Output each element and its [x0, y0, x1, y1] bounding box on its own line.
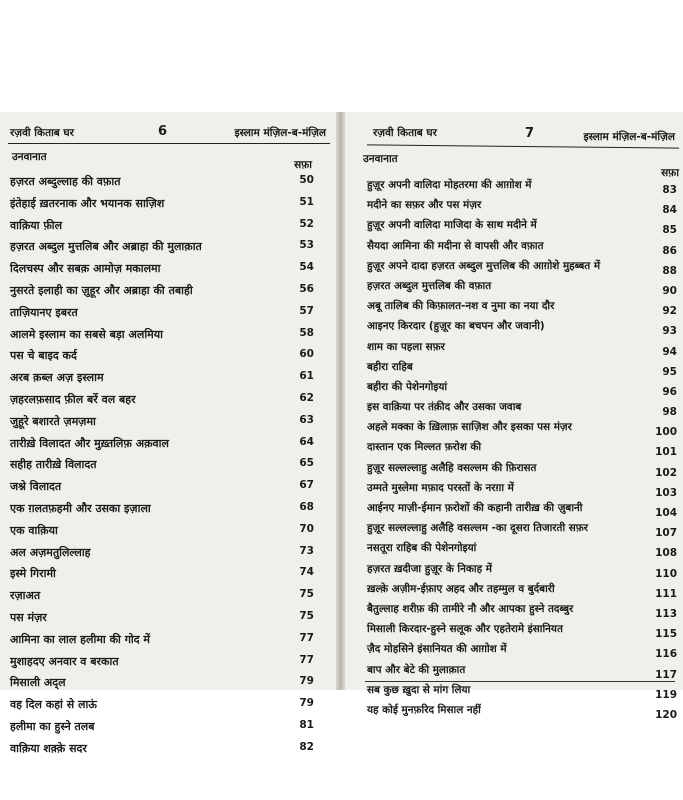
toc-entry — [345, 681, 683, 701]
right-page — [345, 112, 683, 721]
column-heading — [345, 152, 683, 179]
toc-entry — [345, 661, 683, 681]
toc-entry — [0, 216, 338, 238]
toc-entry — [345, 499, 683, 519]
toc-entry-title: ताज़ियानए इबरत — [10, 305, 78, 319]
toc-entry-page: 56 — [299, 282, 314, 295]
toc-entry-page: 85 — [662, 224, 677, 237]
toc-entry-title: तारीख़े विलादत और मुख़्तलिफ़ अक़वाल — [10, 436, 169, 450]
toc-entry-title: हज़रत अब्दुल मुत्तलिब और अब्राहा की मुलाक़ात — [10, 240, 202, 254]
toc-entry-title: हज़रत ख़दीजा हुज़ूर के निकाह में — [367, 562, 492, 575]
toc-entry — [345, 277, 683, 297]
toc-entry-title: यह कोई मुनफ़रिद मिसाल नहीं — [367, 703, 481, 716]
toc-entry-title: इस्मे गिरामी — [10, 567, 56, 581]
toc-entry-title: उम्मते मुस्लेमा मफ़ाद परस्तों के नरग़ा में — [367, 481, 514, 494]
toc-entry-title: हज़रत अब्दुल मुत्तलिब की वफ़ात — [367, 279, 492, 292]
toc-entry-page: 52 — [299, 217, 314, 230]
toc-entry-title: ख़ल्क़े अज़ीम-ईफ़ाए अहद और तहम्मुल व बुर्दबारी — [367, 582, 555, 595]
toc-entry-title: एक ग़लतफ़हमी और उसका इज़ाला — [10, 501, 151, 515]
toc-entry-page: 73 — [299, 544, 314, 557]
toc-entry — [345, 196, 683, 216]
toc-entry — [0, 259, 338, 281]
toc-entry-page: 100 — [655, 426, 677, 439]
toc-entry-title: सहीह तारीख़े विलादत — [10, 458, 97, 472]
toc-entry-title: दिलचस्प और सबक़ आमोज़ मकालमा — [10, 262, 161, 276]
toc-entry-page: 82 — [299, 740, 314, 753]
toc-entry-page: 58 — [299, 326, 314, 339]
toc-entry-page: 79 — [299, 697, 314, 710]
toc-entry-title: एक वाक़िया — [10, 523, 58, 537]
toc-entry-page: 67 — [299, 479, 314, 492]
book-title: इस्लाम मंज़िल-ब-मंज़िल — [234, 127, 326, 139]
toc-entry — [345, 519, 683, 539]
toc-entry-title: दास्तान एक मिल्लत फ़रोश की — [367, 441, 482, 454]
toc-entry-page: 60 — [299, 348, 314, 361]
toc-entry — [0, 499, 338, 521]
toc-entry — [0, 346, 338, 368]
toc-entry-page: 53 — [299, 239, 314, 252]
toc-entry — [0, 564, 338, 586]
toc-entry — [345, 620, 683, 640]
toc-entry-page: 93 — [662, 325, 677, 338]
toc-entry-title: इस वाक़िया पर तंक़ीद और उसका जवाब — [367, 401, 522, 414]
toc-entry-page: 102 — [655, 466, 677, 479]
toc-entry-page: 54 — [299, 261, 314, 274]
toc-entry-title: हज़रत अब्दुल्लाह की वफ़ात — [10, 175, 121, 188]
toc-entry-page: 98 — [662, 406, 677, 419]
toc-entry-title: अल अज़मतुलिल्लाह — [10, 545, 91, 559]
left-page — [0, 112, 338, 755]
toc-entry-title: अहले मक्का के ख़िलाफ़ साज़िश और इसका पस मंज़र — [367, 421, 572, 434]
toc-entry — [0, 543, 338, 565]
book-title: इस्लाम मंज़िल-ब-मंज़िल — [583, 131, 675, 143]
toc-entry — [345, 358, 683, 378]
toc-entry — [0, 717, 338, 739]
toc-entry-page: 110 — [655, 567, 677, 580]
toc-entry-title: नुसरते इलाही का ज़ुहूर और अब्राहा की तबाही — [10, 283, 193, 297]
toc-entry-page: 84 — [662, 204, 677, 217]
toc-entry — [345, 398, 683, 418]
toc-entry — [345, 216, 683, 236]
toc-entry-page: 74 — [299, 566, 314, 579]
toc-entry-page: 88 — [662, 264, 677, 277]
toc-entry-title: वाक़िया शक़्क़े सदर — [10, 741, 87, 755]
header-rule — [8, 143, 330, 144]
toc-entry — [0, 303, 338, 325]
toc-entry-page: 75 — [299, 588, 314, 601]
toc-entry-title: मुशाहदए अनवार व बरकात — [10, 654, 119, 668]
toc-entry-page: 104 — [655, 507, 677, 519]
toc-entry-page: 57 — [299, 304, 314, 317]
toc-entry — [0, 281, 338, 303]
toc-entry-title: पस मंज़र — [10, 610, 47, 624]
toc-entry — [345, 418, 683, 438]
contents-list — [345, 176, 683, 721]
toc-entry — [0, 412, 338, 434]
toc-entry-title: जुहूरे बशारते ज़मज़मा — [10, 414, 96, 428]
toc-entry — [0, 390, 338, 412]
page-number: 6 — [158, 124, 168, 139]
toc-entry-page: 119 — [655, 688, 677, 701]
toc-entry-page: 95 — [662, 365, 677, 378]
toc-entry-page: 68 — [299, 500, 314, 513]
toc-entry-page: 117 — [655, 668, 677, 681]
toc-entry-page: 101 — [655, 446, 677, 459]
toc-entry-page: 107 — [655, 527, 677, 540]
page-header — [0, 126, 338, 144]
toc-entry — [345, 317, 683, 337]
page-header — [345, 126, 683, 144]
toc-entry-page: 94 — [662, 345, 677, 358]
page-number: 7 — [525, 126, 535, 141]
publisher-name: रज़वी किताब घर — [373, 127, 437, 139]
toc-entry — [345, 701, 683, 721]
toc-entry — [345, 580, 683, 600]
toc-entry-title: रज़ाअत — [10, 589, 41, 603]
toc-entry-title: आइनए किरदार (हुज़ूर का बचपन और जवानी) — [367, 320, 545, 333]
toc-entry — [345, 297, 683, 317]
toc-entry — [0, 455, 338, 477]
toc-entry-title: बहीरा राहिब — [367, 360, 413, 373]
toc-entry-title: सैयदा आमिना की मदीना से वापसी और वफ़ात — [367, 239, 544, 252]
toc-entry-page: 108 — [655, 547, 677, 560]
toc-entry-title: मदीने का सफ़र और पस मंज़र — [367, 199, 482, 212]
toc-entry — [0, 739, 338, 761]
toc-entry-title: हुज़ूर अपनी वालिदा मोहतरमा की आग़ोश में — [367, 179, 532, 191]
toc-entry-title: अरब क़ब्ल अज़ इस्लाम — [10, 371, 104, 385]
toc-entry-page: 83 — [662, 184, 677, 196]
contents-heading: उनवानात — [12, 151, 47, 163]
toc-entry-title: ज़ैद मोहसिने इंसानियत की आग़ोश में — [367, 643, 507, 656]
toc-entry-title: सब कुछ ख़ुदा से मांग लिया — [367, 683, 471, 696]
page-column-heading: सफ़ा — [294, 159, 312, 171]
toc-entry-title: हुज़ूर अपने दादा हज़रत अब्दुल मुत्तलिब की आग़ोशे मुहब्बत में — [367, 259, 601, 272]
toc-entry-page: 90 — [662, 284, 677, 297]
page-column-heading: सफ़ा — [661, 167, 679, 179]
toc-entry-title: बाप और बेटे की मुलाक़ात — [367, 663, 466, 676]
toc-entry-page: 116 — [655, 648, 677, 661]
toc-entry — [345, 459, 683, 479]
toc-entry — [0, 194, 338, 216]
toc-entry-page: 86 — [662, 244, 677, 257]
toc-entry-title: वाक़िया फ़ील — [10, 218, 63, 232]
toc-entry-page: 79 — [299, 675, 314, 688]
toc-entry-page: 111 — [655, 587, 677, 600]
toc-entry — [0, 673, 338, 695]
toc-entry-page: 65 — [299, 457, 314, 470]
toc-entry-page: 113 — [655, 607, 677, 620]
toc-entry-title: अबू तालिब की किफ़ालत-नश व नुमा का नया दौर — [367, 300, 555, 313]
toc-entry — [345, 378, 683, 398]
toc-entry — [0, 477, 338, 499]
toc-entry — [0, 521, 338, 543]
toc-entry — [345, 257, 683, 277]
toc-entry-title: वह दिल कहां से लाऊं — [10, 698, 97, 712]
toc-entry — [0, 630, 338, 652]
toc-entry — [0, 608, 338, 630]
toc-entry — [0, 237, 338, 259]
toc-entry-title: आईनए माज़ी-ईमान फ़रोशों की कहानी तारीख़ की ज़ुबानी — [367, 502, 583, 514]
toc-entry-page: 120 — [655, 708, 677, 721]
toc-entry-page: 81 — [299, 718, 314, 731]
toc-entry-title: मिसाली अद्ल — [10, 676, 66, 690]
footer-rule — [365, 681, 675, 682]
toc-entry — [345, 338, 683, 358]
toc-entry-page: 92 — [662, 305, 677, 318]
toc-entry-page: 75 — [299, 609, 314, 622]
toc-entry-title: पस चे बाइद कर्द — [10, 349, 77, 363]
toc-entry-title: शाम का पहला सफ़र — [367, 340, 445, 353]
toc-entry-page: 61 — [299, 370, 314, 383]
toc-entry — [345, 438, 683, 458]
header-rule — [367, 144, 679, 148]
toc-entry-page: 96 — [662, 385, 677, 398]
toc-entry — [0, 325, 338, 347]
toc-entry-page: 62 — [299, 391, 314, 404]
toc-entry — [0, 652, 338, 674]
toc-entry — [345, 539, 683, 559]
toc-entry — [0, 586, 338, 608]
toc-entry-title: मिसाली किरदार-हुस्ने सलूक और एहतेरामे इंसानियत — [367, 623, 563, 636]
toc-entry-title: आमिना का लाल हलीमा की गोद में — [10, 632, 150, 646]
toc-entry-page: 77 — [299, 653, 314, 666]
toc-entry-title: बैतुल्लाह शरीफ़ की तामीरे नौ और आपका हुस्ने तदब्बुर — [367, 602, 574, 615]
publisher-name: रज़वी किताब घर — [10, 127, 74, 139]
toc-entry-page: 103 — [655, 486, 677, 499]
toc-entry-title: आलमे इस्लाम का सबसे बड़ा अलमिया — [10, 327, 163, 341]
toc-entry-title: हुज़ूर अपनी वालिदा माजिदा के साथ मदीने में — [367, 219, 537, 232]
toc-entry-title: नसतूरा राहिब की पेशेनगोइयां — [367, 542, 477, 555]
toc-entry-title: बहीरा की पेशेनगोइयां — [367, 380, 448, 393]
toc-entry — [345, 479, 683, 499]
toc-entry — [345, 176, 683, 196]
toc-entry-title: ज़हरलफ़साद फ़ील बर्रे वल बहर — [10, 392, 136, 406]
toc-entry-page: 63 — [299, 413, 314, 426]
toc-entry-page: 50 — [299, 174, 314, 186]
toc-entry-page: 115 — [655, 628, 677, 641]
toc-entry — [345, 600, 683, 620]
toc-entry — [345, 640, 683, 660]
toc-entry — [0, 434, 338, 456]
toc-entry-page: 51 — [299, 195, 314, 208]
toc-entry-title: इंतेहाई ख़तरनाक और भयानक साज़िश — [10, 196, 165, 210]
toc-entry-title: हलीमा का हुस्ने तलब — [10, 719, 95, 733]
toc-entry-title: हुज़ूर सल्लल्लाहु अलैहि वसल्लम -का दूसरा तिजारती सफ़र — [367, 522, 589, 535]
toc-entry-title: जश्ने विलादत — [10, 480, 62, 494]
toc-entry-page: 77 — [299, 631, 314, 644]
toc-entry-page: 70 — [299, 522, 314, 535]
toc-entry — [345, 237, 683, 257]
toc-entry-page: 64 — [299, 435, 314, 448]
toc-entry — [345, 560, 683, 580]
contents-list — [0, 172, 338, 761]
column-heading — [0, 150, 338, 171]
contents-heading: उनवानात — [363, 153, 398, 165]
toc-entry — [0, 695, 338, 717]
toc-entry — [0, 368, 338, 390]
toc-entry-title: हुज़ूर सल्लल्लाहु अलैहि वसल्लम की फ़िरासत — [367, 461, 537, 474]
toc-entry — [0, 172, 338, 194]
